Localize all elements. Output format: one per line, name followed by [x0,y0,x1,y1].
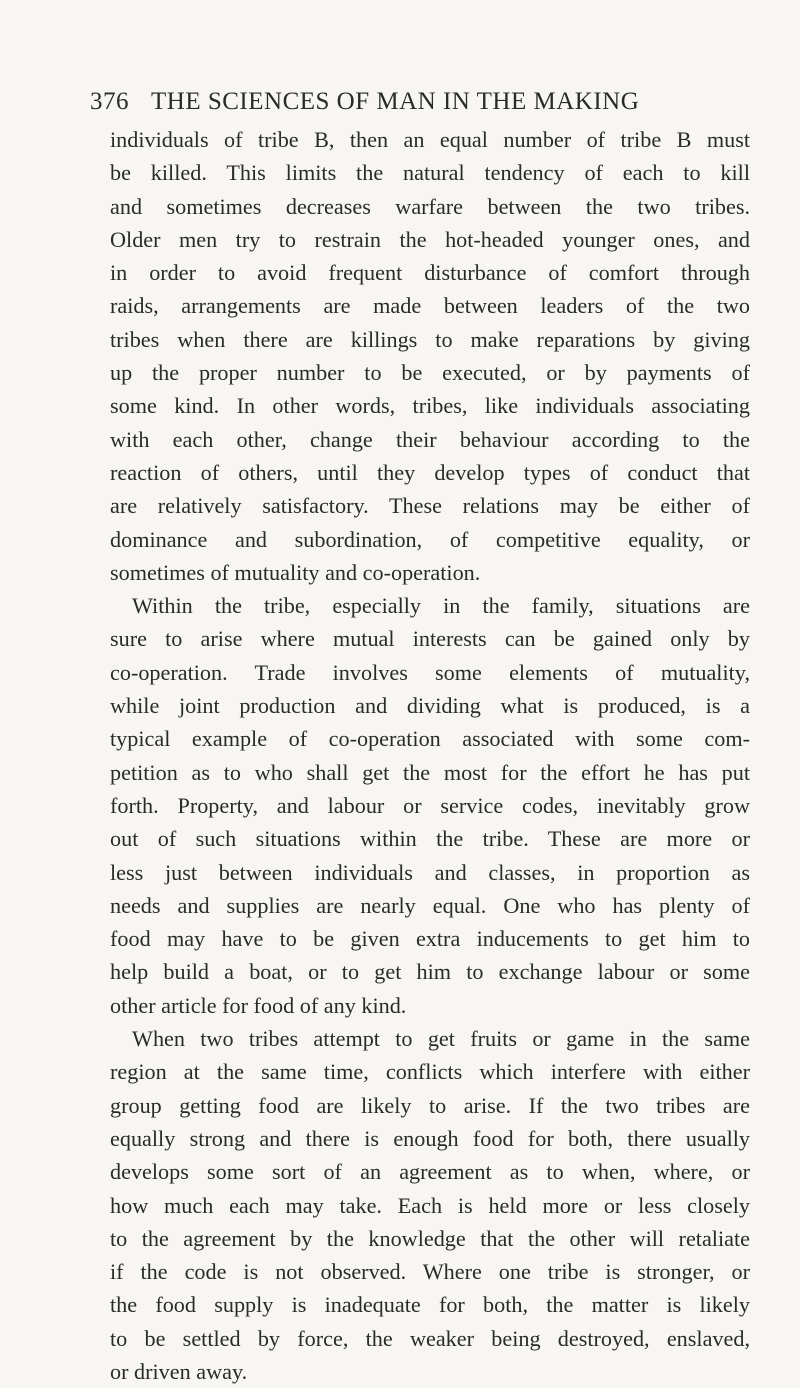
text-line: up the proper number to be executed, or by payments of [110,360,750,386]
page-number: 376 [90,88,129,115]
text-line: food may have to be given extra inducements to get him to [110,926,750,952]
text-line: help build a boat, or to get him to exchange labour or some [110,959,750,985]
text-line: raids, arrangements are made between leaders of the two [110,293,750,319]
text-line: dominance and subordination, of competitive equality, or [110,526,750,552]
text-line: the food supply is inadequate for both, the matter is likely [110,1292,750,1318]
text-line: equally strong and there is enough food for both, there usually [110,1125,750,1151]
paragraph-end-line: sometimes of mutuality and co-operation. [110,559,481,585]
text-line: to the agreement by the knowledge that the other will retaliate [110,1225,750,1251]
text-line: forth. Property, and labour or service codes, inevitably grow [110,792,750,818]
text-line: co-operation. Trade involves some elements of mutuality, [110,659,750,685]
text-line: needs and supplies are nearly equal. One who has plenty of [110,892,750,918]
text-line: to be settled by force, the weaker being destroyed, enslaved, [110,1325,750,1351]
text-line: in order to avoid frequent disturbance of comfort through [110,260,750,286]
text-line: petition as to who shall get the most for the effort he has put [110,759,750,785]
text-line: typical example of co-operation associated with some com- [110,726,750,752]
text-line: some kind. In other words, tribes, like individuals associating [110,393,750,419]
text-line: while joint production and dividing what is produced, is a [110,693,750,719]
paragraph-start-line: When two tribes attempt to get fruits or game in the same [132,1026,750,1052]
text-line: and sometimes decreases warfare between the two tribes. [110,193,750,219]
text-line: sure to arise where mutual interests can be gained only by [110,626,750,652]
text-line: develops some sort of an agreement as to when, where, or [110,1159,750,1185]
text-line: Older men try to restrain the hot-headed younger ones, and [110,226,750,252]
paragraph-end-line: or driven away. [110,1358,248,1384]
text-line: region at the same time, conflicts which interfere with either [110,1059,750,1085]
text-line: how much each may take. Each is held more or less closely [110,1192,750,1218]
paragraph-end-line: other article for food of any kind. [110,992,407,1018]
text-line: group getting food are likely to arise. If the two tribes are [110,1092,750,1118]
text-line: tribes when there are killings to make reparations by giving [110,326,750,352]
running-title: THE SCIENCES OF MAN IN THE MAKING [151,88,640,115]
text-line: with each other, change their behaviour according to the [110,426,750,452]
text-line: are relatively satisfactory. These relations may be either of [110,493,750,519]
text-line: if the code is not observed. Where one tribe is stronger, or [110,1259,750,1285]
running-head [90,85,730,119]
text-line: be killed. This limits the natural tendency of each to kill [110,160,750,186]
text-line: individuals of tribe B, then an equal number of tribe B must [110,127,750,152]
body-text [110,123,750,1388]
text-line: reaction of others, until they develop types of conduct that [110,459,750,485]
text-line: less just between individuals and classes, in proportion as [110,859,750,885]
text-line: out of such situations within the tribe. These are more or [110,826,750,852]
paragraph-start-line: Within the tribe, especially in the family, situations are [132,593,750,619]
